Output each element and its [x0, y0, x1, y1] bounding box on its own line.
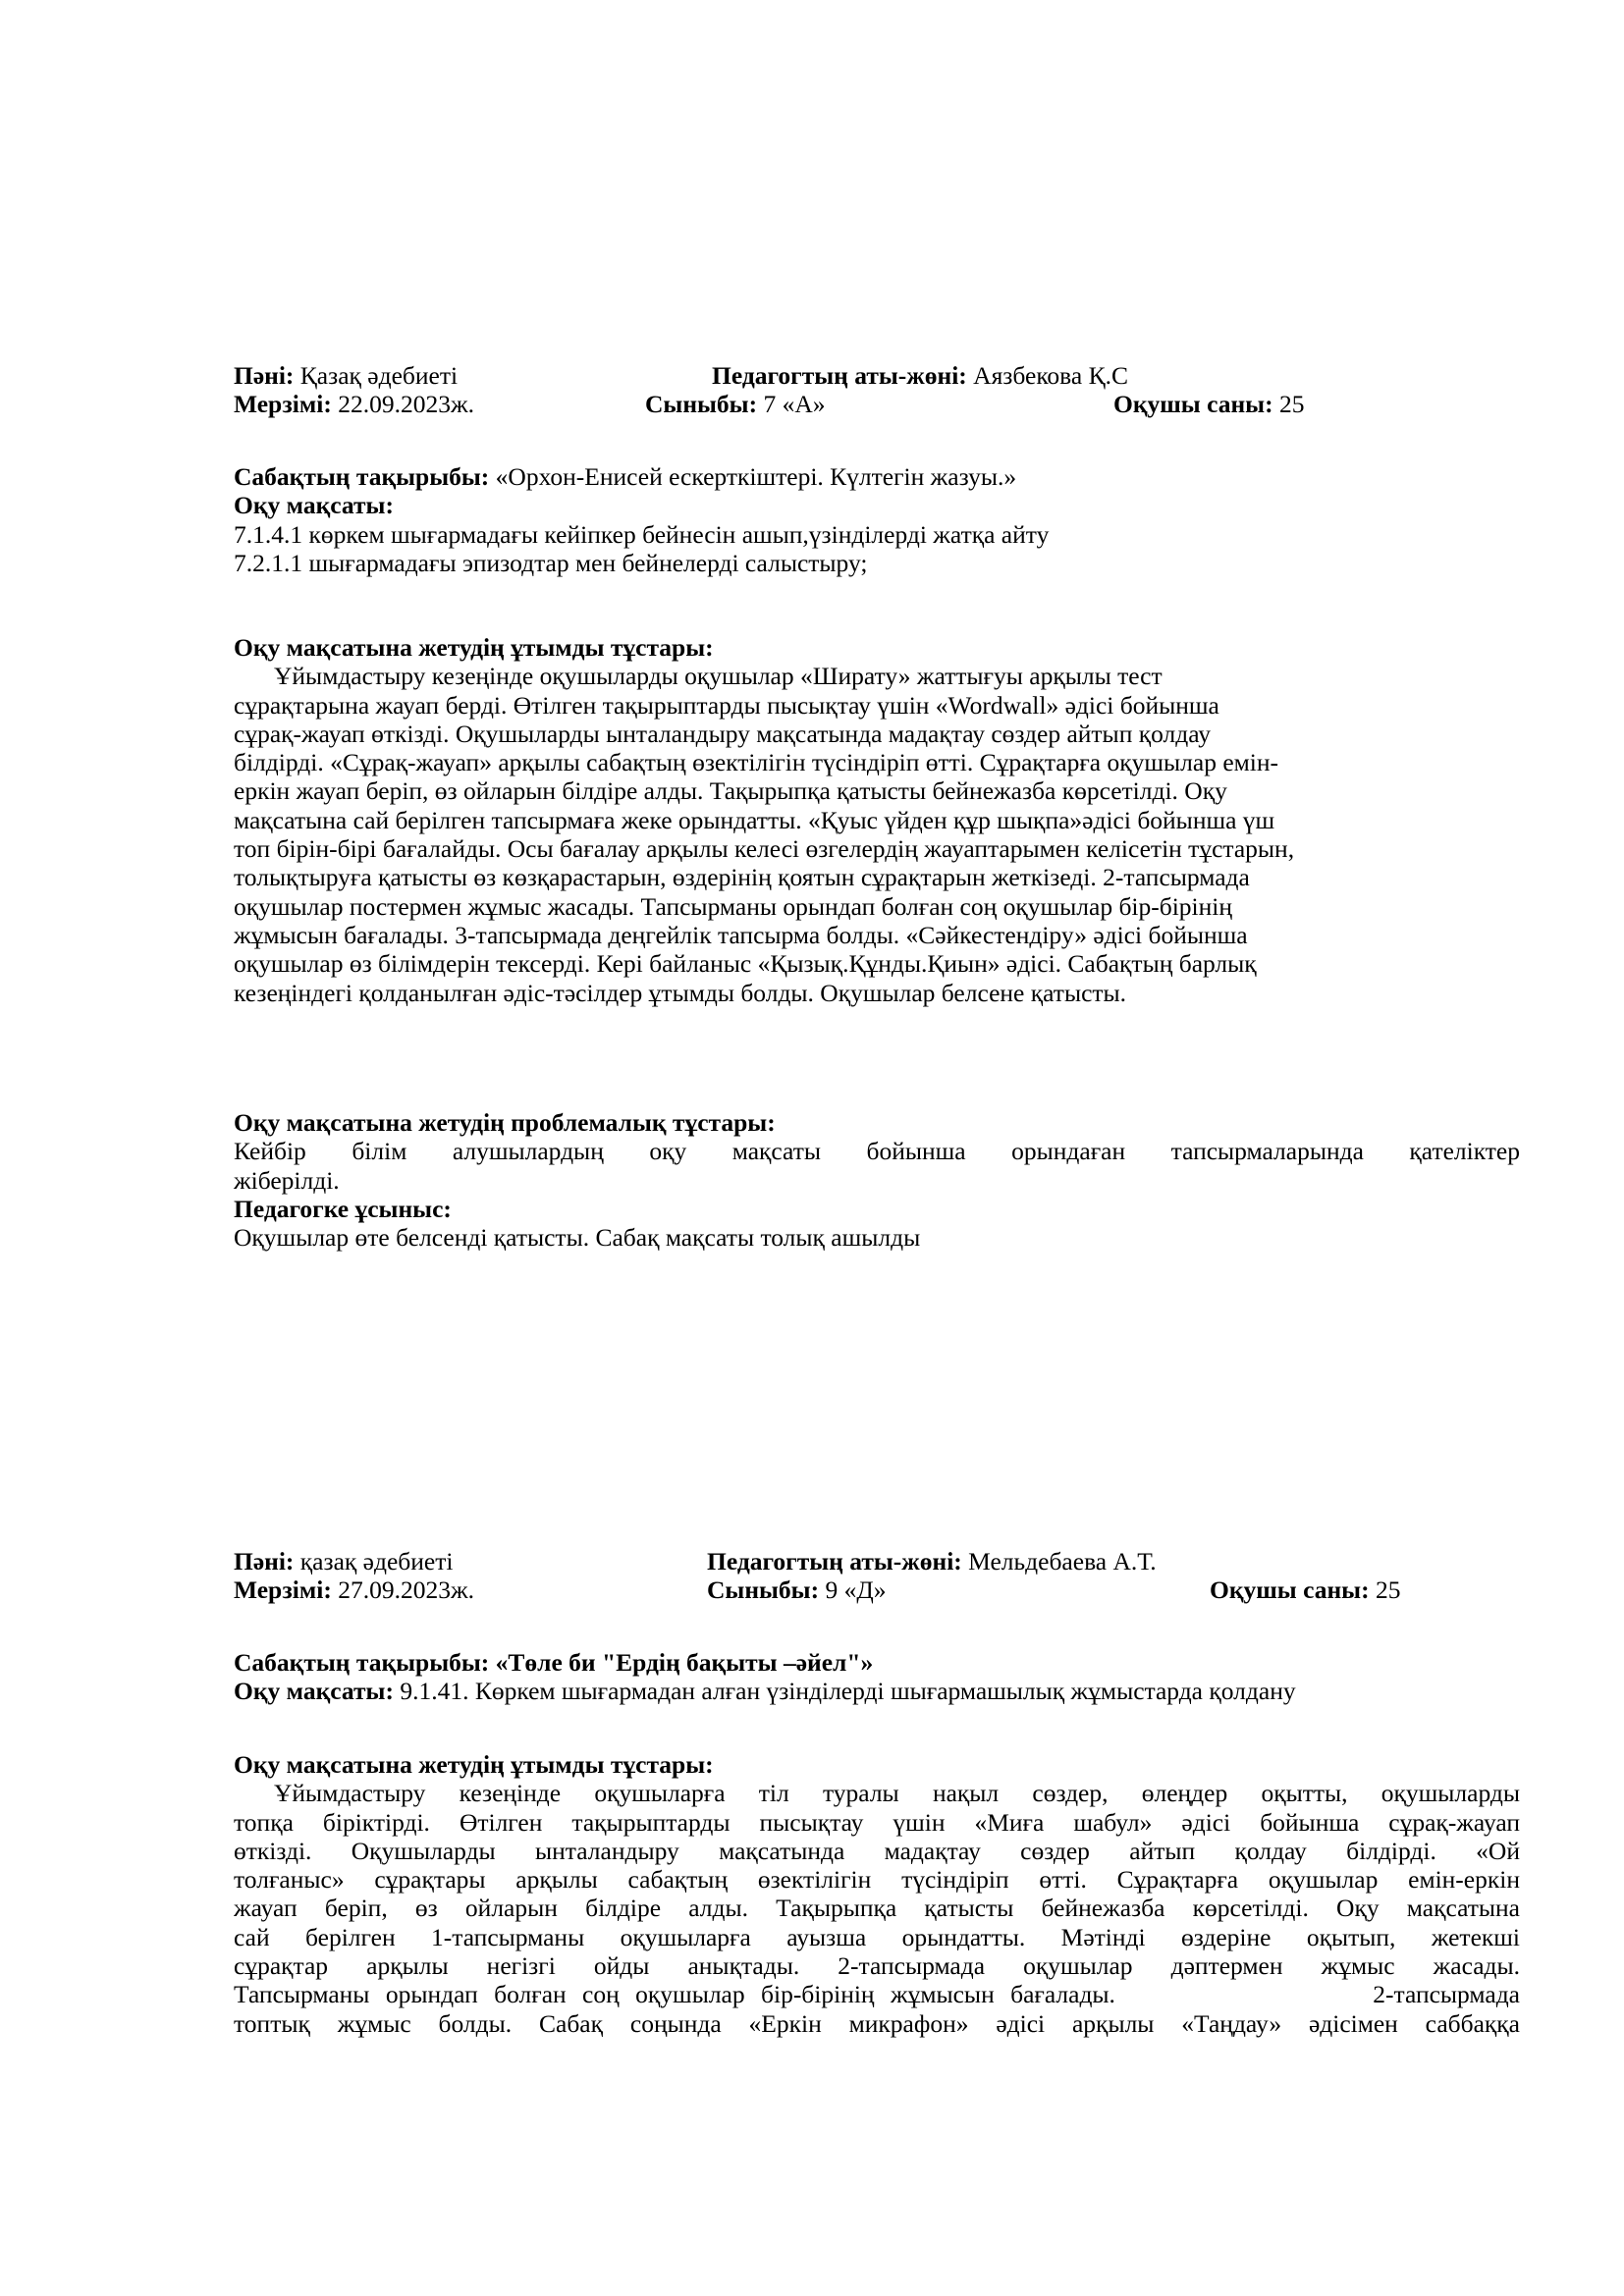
- strengths-heading: [234, 633, 1520, 662]
- students-field: [1210, 1575, 1400, 1604]
- subject-field: [234, 1547, 453, 1575]
- students-value: 25: [1278, 390, 1305, 419]
- lesson-2-strengths-section: [234, 1750, 1520, 2038]
- strengths-line: оқушылар өз білімдерін тексерді. Кері байланыс «Қызық.Құнды.Қиын» әдісі. Сабақтың барлық: [234, 949, 1257, 979]
- goal-label: Оқу мақсаты:: [234, 491, 394, 520]
- date-value: 27.09.2023ж.: [338, 1575, 474, 1605]
- class-field: [707, 1575, 886, 1604]
- topic-value: «Төле би "Ердің бақыты –әйел"»: [495, 1648, 874, 1677]
- recommendation-label: Педагогке ұсыныс:: [234, 1194, 452, 1223]
- problems-line: жіберілді.: [234, 1165, 340, 1195]
- strengths-heading: [234, 1750, 1520, 1779]
- strengths-line: топқа біріктірді. Өтілген тақырыптарды пысықтау үшін «Миға шабул» әдісі бойынша сұрақ-жауап: [234, 1807, 1520, 1837]
- date-label: Мерзімі:: [234, 390, 332, 419]
- problems-line: Кейбір білім алушылардың оқу мақсаты бойынша орындаған тапсырмаларында қателіктер: [234, 1137, 1520, 1166]
- lesson-1-header: [234, 361, 1520, 419]
- strengths-line: топ бірін-бірі бағалайды. Осы бағалау арқылы келесі өзгелердің жауаптарымен келісетін тұстарын,: [234, 834, 1295, 864]
- date-label: Мерзімі:: [234, 1575, 332, 1605]
- strengths-line: Ұйымдастыру кезеңінде оқушыларды оқушылар «Ширату» жаттығуы арқылы тест: [274, 662, 1163, 691]
- lesson-2-row-2: [234, 1575, 1520, 1604]
- lesson-2-header: [234, 1547, 1520, 1605]
- lesson-1-topic-section: [234, 462, 1520, 577]
- strengths-label: Оқу мақсатына жетудің ұтымды тұстары:: [234, 633, 714, 662]
- problems-label: Оқу мақсатына жетудің проблемалық тұстары:: [234, 1108, 776, 1137]
- teacher-value: Мельдебаева А.Т.: [968, 1547, 1157, 1575]
- class-field: [645, 390, 826, 418]
- teacher-field: [712, 361, 1128, 390]
- subject-value: Қазақ әдебиеті: [299, 361, 459, 390]
- class-value: 7 «А»: [763, 390, 826, 419]
- topic-label: Сабақтың тақырыбы:: [234, 462, 490, 491]
- topic-line: [234, 462, 1520, 491]
- students-value: 25: [1375, 1575, 1401, 1605]
- subject-value: қазақ әдебиеті: [299, 1547, 454, 1575]
- strengths-line: сұрақтар арқылы негізгі ойды анықтады. 2-тапсырмада оқушылар дәптермен жұмыс жасады.: [234, 1951, 1520, 1981]
- strengths-line: толғаныс» сұрақтары арқылы сабақтың өзектілігін түсіндіріп өтті. Сұрақтарға оқушылар емін-еркін: [234, 1865, 1520, 1895]
- strengths-line: топтық жұмыс болды. Сабақ соңында «Еркін микрафон» әдісі арқылы «Таңдау» әдісімен саббаққа: [234, 2008, 1520, 2038]
- lesson-1-row-2: [234, 390, 1520, 418]
- strengths-line: мақсатына сай берілген тапсырмаға жеке орындатты. «Қуыс үйден құр шықпа»әдісі бойынша үш: [234, 805, 1275, 834]
- goal-item: 7.2.1.1 шығармадағы эпизодтар мен бейнелерді салыстыру;: [234, 548, 868, 577]
- strengths-line: сай берілген 1-тапсырманы оқушыларға ауызша орындатты. Мәтінді өздеріне оқытып, жетекші: [234, 1922, 1520, 1951]
- lesson-2-topic-section: [234, 1648, 1520, 1706]
- topic-line: [234, 1648, 1520, 1677]
- lesson-1-row-1: [234, 361, 1520, 390]
- class-label: Сыныбы:: [645, 390, 758, 419]
- strengths-line: өткізді. Оқушыларды ынталандыру мақсатында мадақтау сөздер айтып қолдау білдірді. «Ой: [234, 1836, 1520, 1865]
- subject-label: Пәні:: [234, 1547, 295, 1575]
- strengths-line: білдірді. «Сұрақ-жауап» арқылы сабақтың өзектілігін түсіндіріп өтті. Сұрақтарға оқушылар емін-: [234, 748, 1279, 777]
- goal-label: Оқу мақсаты:: [234, 1677, 394, 1706]
- strengths-line: жауап беріп, өз ойларын білдіре алды. Тақырыпқа қатысты бейнежазба көрсетілді. Оқу мақсатына: [234, 1894, 1520, 1923]
- teacher-value: Аязбекова Қ.С: [973, 361, 1128, 390]
- strengths-line: жұмысын бағалады. 3-тапсырмада деңгейлік тапсырма болды. «Сәйкестендіру» әдісі бойынша: [234, 920, 1248, 949]
- students-label: Оқушы саны:: [1210, 1575, 1370, 1605]
- strengths-label: Оқу мақсатына жетудің ұтымды тұстары:: [234, 1750, 714, 1779]
- strengths-line: оқушылар постермен жұмыс жасады. Тапсырманы орындап болған соң оқушылар бір-бірінің: [234, 891, 1233, 921]
- strengths-line: еркін жауап беріп, өз ойларын білдіре алды. Тақырыпқа қатысты бейнежазба көрсетілді. Оқу: [234, 776, 1227, 806]
- teacher-label: Педагогтың аты-жөні:: [712, 361, 967, 390]
- teacher-label: Педагогтың аты-жөні:: [707, 1547, 962, 1575]
- recommendation-heading: [234, 1195, 1520, 1223]
- lesson-2-row-1: [234, 1547, 1520, 1575]
- lesson-1-problems-section: [234, 1108, 1520, 1252]
- date-field: [234, 390, 474, 418]
- class-label: Сыныбы:: [707, 1575, 820, 1605]
- strengths-line: толықтыруға қатысты өз көзқарастарын, өздерінің қоятын сұрақтарын жеткізеді. 2-тапсырмада: [234, 863, 1250, 892]
- teacher-field: [707, 1547, 1157, 1575]
- strengths-line: сұрақтарына жауап берді. Өтілген тақырыптарды пысықтау үшін «Wordwall» әдісі бойынша: [234, 690, 1219, 720]
- topic-label: Сабақтың тақырыбы:: [234, 1648, 490, 1677]
- class-value: 9 «Д»: [825, 1575, 887, 1605]
- topic-value: «Орхон-Енисей ескерткіштері. Күлтегін жазуы.»: [495, 462, 1017, 491]
- strengths-line: Ұйымдастыру кезеңінде оқушыларға тіл туралы нақыл сөздер, өлеңдер оқытты, оқушыларды: [274, 1779, 1520, 1808]
- strengths-line: Тапсырманы орындап болған соң оқушылар бір-бірінің жұмысын бағалады. 2-тапсырмада: [234, 1980, 1520, 2009]
- subject-label: Пәні:: [234, 361, 295, 390]
- strengths-line: сұрақ-жауап өткізді. Оқушыларды ынталандыру мақсатында мадақтау сөздер айтып қолдау: [234, 719, 1211, 748]
- date-field: [234, 1575, 474, 1604]
- date-value: 22.09.2023ж.: [338, 390, 474, 419]
- goal-line: [234, 1677, 1520, 1705]
- students-label: Оқушы саны:: [1113, 390, 1273, 419]
- students-field: [1113, 390, 1304, 418]
- subject-field: [234, 361, 458, 390]
- recommendation-text: Оқушылар өте белсенді қатысты. Сабақ мақсаты толық ашылды: [234, 1223, 921, 1253]
- lesson-1-strengths-section: [234, 633, 1520, 1007]
- goal-heading: [234, 491, 1520, 519]
- strengths-line: кезеңіндегі қолданылған әдіс-тәсілдер ұтымды болды. Оқушылар белсене қатысты.: [234, 978, 1127, 1007]
- goal-item: 7.1.4.1 көркем шығармадағы кейіпкер бейнесін ашып,үзінділерді жатқа айту: [234, 519, 1050, 549]
- problems-heading: [234, 1108, 1520, 1137]
- goal-value: 9.1.41. Көркем шығармадан алған үзінділерді шығармашылық жұмыстарда қолдану: [400, 1677, 1296, 1706]
